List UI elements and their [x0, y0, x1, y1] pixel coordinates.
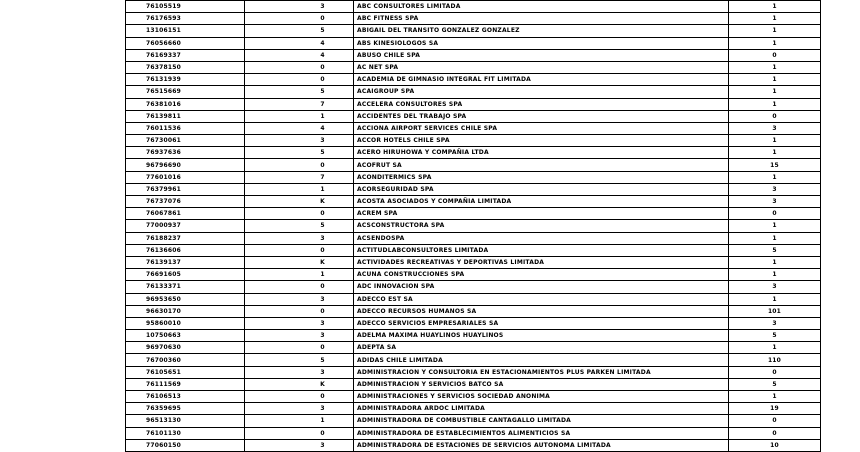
- count-cell: 1: [729, 135, 821, 147]
- rut-cell: 96796690: [126, 159, 245, 171]
- count-cell: 0: [729, 427, 821, 439]
- company-name-cell: ACERO HIRUHOWA Y COMPAÑIA LTDA: [354, 147, 729, 159]
- count-cell: 5: [729, 378, 821, 390]
- count-cell: 15: [729, 159, 821, 171]
- rut-cell: 76106513: [126, 391, 245, 403]
- table-row: [126, 281, 821, 293]
- rut-cell: 95860010: [126, 317, 245, 329]
- company-name-cell: ADMINISTRADORA DE COMBUSTIBLE CANTAGALLO LIMITADA: [354, 415, 729, 427]
- company-name-cell: ACOSTA ASOCIADOS Y COMPAÑIA LIMITADA: [354, 196, 729, 208]
- rut-cell: 76105651: [126, 366, 245, 378]
- check-digit-cell: 1: [245, 183, 354, 195]
- check-digit-cell: 3: [245, 1, 354, 13]
- count-cell: 0: [729, 366, 821, 378]
- count-cell: 1: [729, 232, 821, 244]
- check-digit-cell: 1: [245, 415, 354, 427]
- count-cell: 1: [729, 1, 821, 13]
- check-digit-cell: 4: [245, 37, 354, 49]
- rut-cell: 76139811: [126, 110, 245, 122]
- rut-cell: 76136606: [126, 244, 245, 256]
- rut-cell: 76111569: [126, 378, 245, 390]
- company-name-cell: ACUNA CONSTRUCCIONES SPA: [354, 269, 729, 281]
- rut-cell: 76131939: [126, 74, 245, 86]
- count-cell: 101: [729, 305, 821, 317]
- check-digit-cell: 7: [245, 171, 354, 183]
- check-digit-cell: 1: [245, 110, 354, 122]
- company-name-cell: ACCIONA AIRPORT SERVICES CHILE SPA: [354, 122, 729, 134]
- rut-cell: 96630170: [126, 305, 245, 317]
- check-digit-cell: 5: [245, 354, 354, 366]
- company-name-cell: ADEPTA SA: [354, 342, 729, 354]
- count-cell: 1: [729, 74, 821, 86]
- check-digit-cell: 5: [245, 147, 354, 159]
- table-row: [126, 232, 821, 244]
- count-cell: 0: [729, 208, 821, 220]
- table-row: [126, 110, 821, 122]
- check-digit-cell: 7: [245, 98, 354, 110]
- rut-cell: 76169337: [126, 49, 245, 61]
- table-row: [126, 49, 821, 61]
- company-name-cell: ABUSO CHILE SPA: [354, 49, 729, 61]
- company-name-cell: ADMINISTRACION Y CONSULTORIA EN ESTACIONAMIENTOS PLUS PARKEN LIMITADA: [354, 366, 729, 378]
- count-cell: 1: [729, 269, 821, 281]
- table-row: [126, 403, 821, 415]
- company-name-cell: AC NET SPA: [354, 61, 729, 73]
- rut-cell: 76101130: [126, 427, 245, 439]
- table-row: [126, 366, 821, 378]
- check-digit-cell: 0: [245, 13, 354, 25]
- company-name-cell: ADECCO EST SA: [354, 293, 729, 305]
- count-cell: 1: [729, 13, 821, 25]
- table-row: [126, 342, 821, 354]
- count-cell: 3: [729, 122, 821, 134]
- company-name-cell: ACREM SPA: [354, 208, 729, 220]
- check-digit-cell: 1: [245, 269, 354, 281]
- company-name-cell: ACADEMIA DE GIMNASIO INTEGRAL FIT LIMITADA: [354, 74, 729, 86]
- table-row: [126, 427, 821, 439]
- company-name-cell: ABC FITNESS SPA: [354, 13, 729, 25]
- count-cell: 3: [729, 183, 821, 195]
- rut-cell: 76139137: [126, 256, 245, 268]
- rut-cell: 13106151: [126, 25, 245, 37]
- records-table-body: [126, 1, 821, 452]
- check-digit-cell: 3: [245, 232, 354, 244]
- table-row: [126, 378, 821, 390]
- check-digit-cell: 5: [245, 25, 354, 37]
- check-digit-cell: 3: [245, 293, 354, 305]
- count-cell: 0: [729, 110, 821, 122]
- company-name-cell: ADC INNOVACION SPA: [354, 281, 729, 293]
- count-cell: 1: [729, 342, 821, 354]
- table-row: [126, 391, 821, 403]
- table-row: [126, 159, 821, 171]
- table-row: [126, 305, 821, 317]
- company-name-cell: ACONDITERMICS SPA: [354, 171, 729, 183]
- count-cell: 1: [729, 98, 821, 110]
- check-digit-cell: K: [245, 196, 354, 208]
- check-digit-cell: 0: [245, 427, 354, 439]
- table-row: [126, 13, 821, 25]
- count-cell: 1: [729, 256, 821, 268]
- company-name-cell: ACTITUDLABCONSULTORES LIMITADA: [354, 244, 729, 256]
- check-digit-cell: 0: [245, 244, 354, 256]
- table-row: [126, 293, 821, 305]
- count-cell: 5: [729, 330, 821, 342]
- rut-cell: 76359695: [126, 403, 245, 415]
- rut-cell: 76730061: [126, 135, 245, 147]
- company-name-cell: ADIDAS CHILE LIMITADA: [354, 354, 729, 366]
- table-row: [126, 122, 821, 134]
- company-name-cell: ADMINISTRACION Y SERVICIOS BATCO SA: [354, 378, 729, 390]
- company-name-cell: ACCOR HOTELS CHILE SPA: [354, 135, 729, 147]
- count-cell: 1: [729, 171, 821, 183]
- table-row: [126, 37, 821, 49]
- table-row: [126, 317, 821, 329]
- check-digit-cell: K: [245, 256, 354, 268]
- count-cell: 1: [729, 61, 821, 73]
- table-row: [126, 25, 821, 37]
- table-row: [126, 86, 821, 98]
- count-cell: 1: [729, 293, 821, 305]
- count-cell: 5: [729, 244, 821, 256]
- company-name-cell: ACAIGROUP SPA: [354, 86, 729, 98]
- table-row: [126, 171, 821, 183]
- rut-cell: 77060150: [126, 439, 245, 451]
- rut-cell: 76379961: [126, 183, 245, 195]
- count-cell: 1: [729, 86, 821, 98]
- table-row: [126, 208, 821, 220]
- company-name-cell: ACCELERA CONSULTORES SPA: [354, 98, 729, 110]
- table-row: [126, 256, 821, 268]
- rut-cell: 76056660: [126, 37, 245, 49]
- rut-cell: 76937636: [126, 147, 245, 159]
- company-name-cell: ACORSEGURIDAD SPA: [354, 183, 729, 195]
- rut-cell: 76691605: [126, 269, 245, 281]
- count-cell: 10: [729, 439, 821, 451]
- count-cell: 0: [729, 415, 821, 427]
- count-cell: 1: [729, 391, 821, 403]
- table-row: [126, 415, 821, 427]
- data-sheet: [125, 0, 782, 452]
- company-name-cell: ABC CONSULTORES LIMITADA: [354, 1, 729, 13]
- check-digit-cell: 0: [245, 305, 354, 317]
- company-name-cell: ADMINISTRACIONES Y SERVICIOS SOCIEDAD ANONIMA: [354, 391, 729, 403]
- company-name-cell: ABIGAIL DEL TRANSITO GONZALEZ GONZALEZ: [354, 25, 729, 37]
- check-digit-cell: 5: [245, 86, 354, 98]
- company-name-cell: ACSENDOSPA: [354, 232, 729, 244]
- table-row: [126, 98, 821, 110]
- rut-cell: 77601016: [126, 171, 245, 183]
- rut-cell: 77000937: [126, 220, 245, 232]
- table-row: [126, 135, 821, 147]
- check-digit-cell: 0: [245, 61, 354, 73]
- count-cell: 1: [729, 25, 821, 37]
- table-row: [126, 330, 821, 342]
- rut-cell: 10750663: [126, 330, 245, 342]
- check-digit-cell: K: [245, 378, 354, 390]
- check-digit-cell: 4: [245, 49, 354, 61]
- company-name-cell: ADMINISTRADORA DE ESTABLECIMIENTOS ALIMENTICIOS SA: [354, 427, 729, 439]
- table-row: [126, 269, 821, 281]
- table-row: [126, 354, 821, 366]
- count-cell: 1: [729, 37, 821, 49]
- rut-cell: 76378150: [126, 61, 245, 73]
- rut-cell: 76188237: [126, 232, 245, 244]
- table-row: [126, 147, 821, 159]
- table-row: [126, 74, 821, 86]
- company-name-cell: ACSCONSTRUCTORA SPA: [354, 220, 729, 232]
- rut-cell: 76515669: [126, 86, 245, 98]
- rut-cell: 76176593: [126, 13, 245, 25]
- check-digit-cell: 0: [245, 342, 354, 354]
- company-name-cell: ADMINISTRADORA ARDOC LIMITADA: [354, 403, 729, 415]
- table-row: [126, 196, 821, 208]
- count-cell: 3: [729, 196, 821, 208]
- company-name-cell: ACTIVIDADES RECREATIVAS Y DEPORTIVAS LIMITADA: [354, 256, 729, 268]
- check-digit-cell: 5: [245, 220, 354, 232]
- check-digit-cell: 0: [245, 74, 354, 86]
- rut-cell: 76011536: [126, 122, 245, 134]
- rut-cell: 76700360: [126, 354, 245, 366]
- check-digit-cell: 4: [245, 122, 354, 134]
- rut-cell: 76133371: [126, 281, 245, 293]
- table-row: [126, 1, 821, 13]
- count-cell: 3: [729, 281, 821, 293]
- count-cell: 110: [729, 354, 821, 366]
- company-name-cell: ACOFRUT SA: [354, 159, 729, 171]
- check-digit-cell: 0: [245, 159, 354, 171]
- check-digit-cell: 0: [245, 208, 354, 220]
- check-digit-cell: 3: [245, 330, 354, 342]
- table-row: [126, 183, 821, 195]
- rut-cell: 96513130: [126, 415, 245, 427]
- rut-cell: 96970630: [126, 342, 245, 354]
- count-cell: 19: [729, 403, 821, 415]
- rut-cell: 76105519: [126, 1, 245, 13]
- table-row: [126, 220, 821, 232]
- check-digit-cell: 0: [245, 281, 354, 293]
- rut-cell: 76737076: [126, 196, 245, 208]
- count-cell: 3: [729, 317, 821, 329]
- records-table: [125, 0, 821, 452]
- count-cell: 1: [729, 220, 821, 232]
- rut-cell: 96953650: [126, 293, 245, 305]
- check-digit-cell: 0: [245, 391, 354, 403]
- company-name-cell: ADELMA MAXIMA HUAYLINOS HUAYLINOS: [354, 330, 729, 342]
- company-name-cell: ABS KINESIOLOGOS SA: [354, 37, 729, 49]
- rut-cell: 76067861: [126, 208, 245, 220]
- rut-cell: 76381016: [126, 98, 245, 110]
- check-digit-cell: 3: [245, 366, 354, 378]
- check-digit-cell: 3: [245, 439, 354, 451]
- company-name-cell: ADMINISTRADORA DE ESTACIONES DE SERVICIOS AUTONOMA LIMITADA: [354, 439, 729, 451]
- check-digit-cell: 3: [245, 317, 354, 329]
- count-cell: 0: [729, 49, 821, 61]
- table-row: [126, 61, 821, 73]
- company-name-cell: ACCIDENTES DEL TRABAJO SPA: [354, 110, 729, 122]
- company-name-cell: ADECCO SERVICIOS EMPRESARIALES SA: [354, 317, 729, 329]
- check-digit-cell: 3: [245, 135, 354, 147]
- table-row: [126, 244, 821, 256]
- check-digit-cell: 3: [245, 403, 354, 415]
- company-name-cell: ADECCO RECURSOS HUMANOS SA: [354, 305, 729, 317]
- count-cell: 1: [729, 147, 821, 159]
